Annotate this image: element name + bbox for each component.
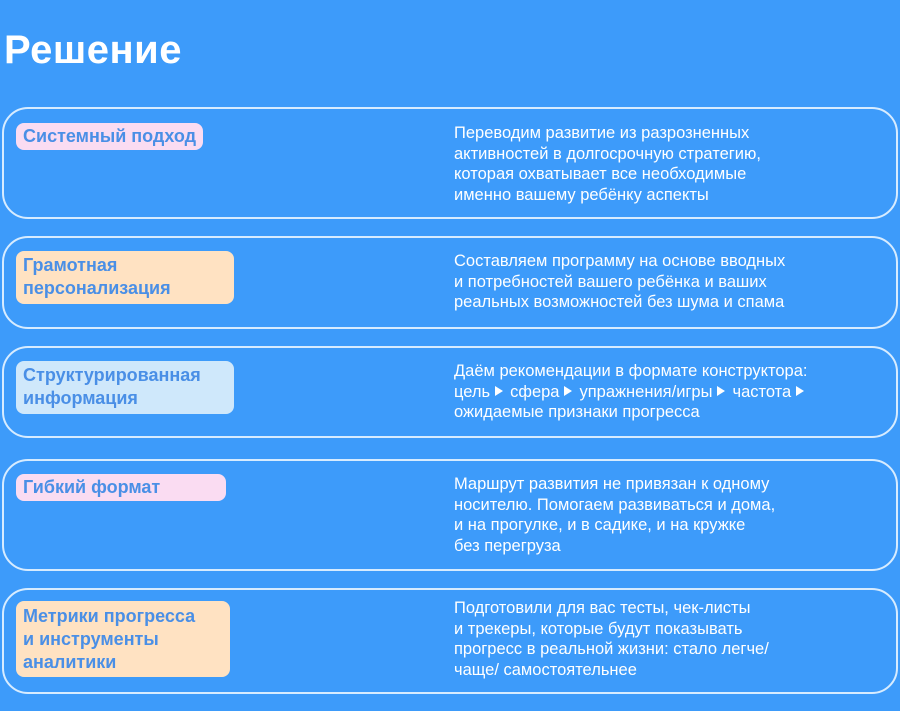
solution-card-structured: [2, 346, 898, 438]
card-label-pill: [16, 361, 234, 414]
card-description: [454, 361, 811, 423]
card-label-line: Грамотная: [23, 255, 118, 275]
card-label-line: информация: [23, 388, 138, 408]
card-description-line: Подготовили для вас тесты, чек-листы: [454, 599, 751, 617]
card-description: [454, 474, 775, 556]
card-description: [454, 598, 769, 680]
card-description-line: реальных возможностей без шума и спама: [454, 293, 785, 311]
card-label-line: Структурированная: [23, 365, 201, 385]
triangle-right-icon: [564, 386, 572, 396]
card-label-pill: [16, 474, 226, 501]
card-description-line: носителю. Помогаем развиваться и дома,: [454, 495, 776, 514]
step-exercises: упражнения/игры: [579, 382, 713, 401]
triangle-right-icon: [796, 386, 804, 396]
card-label-line: Системный подход: [23, 126, 197, 146]
solution-card-personalization: [2, 236, 898, 329]
page-title: Решение: [4, 28, 183, 72]
card-description-line: и потребностей вашего ребёнка и ваших: [454, 272, 767, 291]
solution-card-systemic: [2, 107, 898, 219]
card-label-line: аналитики: [23, 652, 117, 672]
card-description-line: активностей в долгосрочную стратегию,: [454, 144, 761, 163]
card-description-line: Составляем программу на основе вводных: [454, 252, 786, 270]
card-label-pill: [16, 601, 230, 677]
card-description-line: и трекеры, которые будут показывать: [454, 619, 743, 638]
card-label-line: и инструменты: [23, 629, 159, 649]
constructor-steps: [454, 382, 811, 403]
card-description-line: именно вашему ребёнку аспекты: [454, 185, 709, 204]
card-description-line: Переводим развитие из разрозненных: [454, 124, 750, 142]
card-description-line: ожидаемые признаки прогресса: [454, 403, 700, 421]
card-label-line: персонализация: [23, 278, 171, 298]
card-description-line: Маршрут развития не привязан к одному: [454, 475, 770, 493]
card-description-line: без перегруза: [454, 536, 561, 555]
triangle-right-icon: [495, 386, 503, 396]
card-description: [454, 123, 761, 205]
card-description-line: Даём рекомендации в формате конструктора:: [454, 362, 808, 380]
card-description-line: чаще/ самостоятельнее: [454, 660, 637, 679]
step-sphere: сфера: [510, 382, 560, 401]
card-description-line: прогресс в реальной жизни: стало легче/: [454, 640, 769, 658]
card-label-line: Метрики прогресса: [23, 606, 196, 626]
solution-card-flexible: [2, 459, 898, 571]
card-description-line: и на прогулке, и в садике, и на кружке: [454, 516, 746, 534]
solution-card-metrics: [2, 588, 898, 694]
card-label-line: Гибкий формат: [23, 477, 161, 497]
triangle-right-icon: [717, 386, 725, 396]
step-frequency: частота: [732, 382, 792, 401]
card-label-pill: [16, 123, 203, 150]
card-label-pill: [16, 251, 234, 304]
step-goal: цель: [454, 382, 491, 401]
card-description-line: которая охватывает все необходимые: [454, 165, 747, 183]
card-description: [454, 251, 785, 313]
